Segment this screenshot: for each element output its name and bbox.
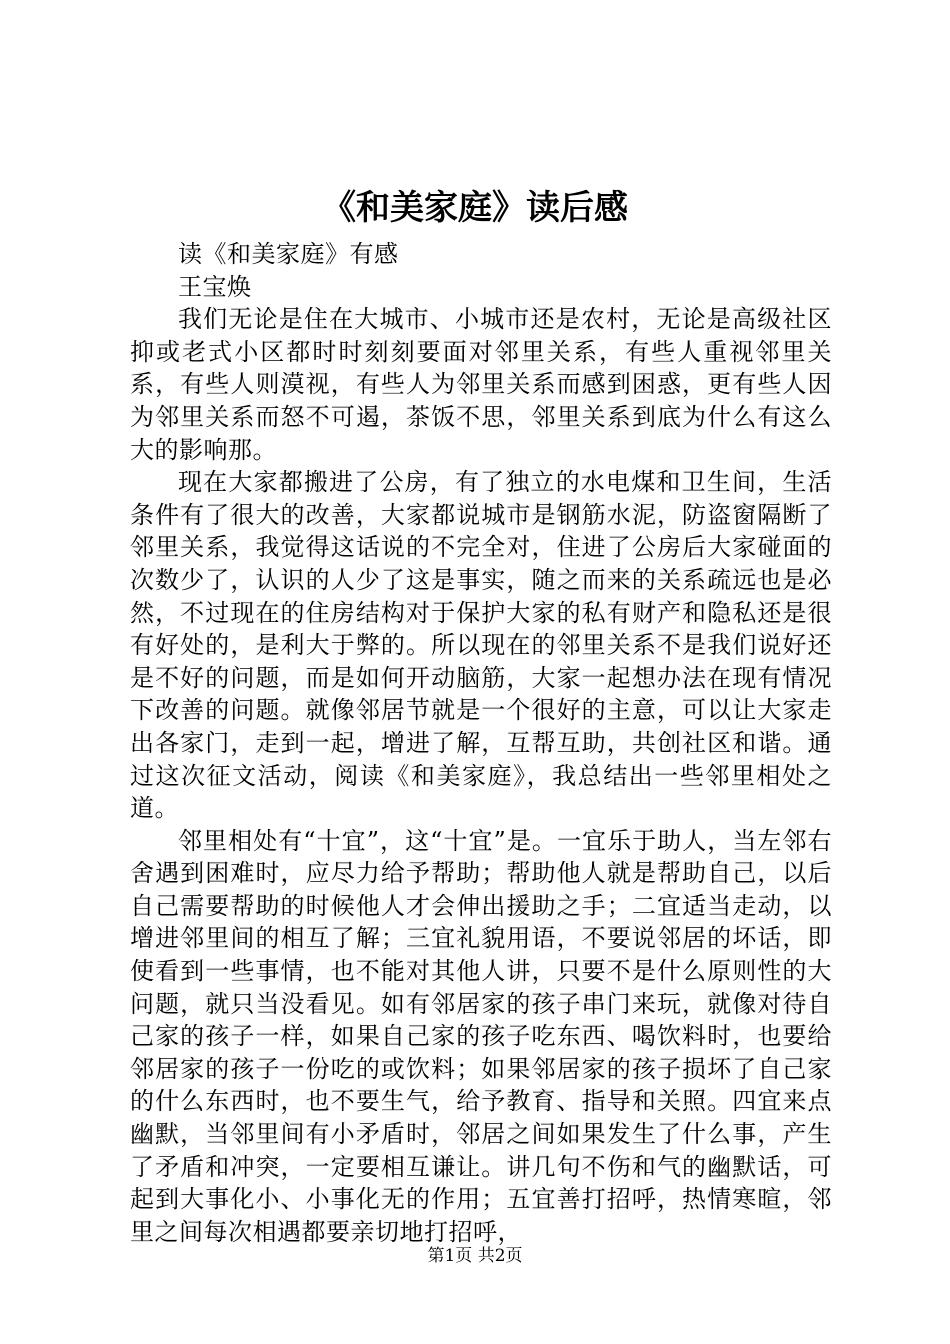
page-title: 《和美家庭》读后感 (322, 188, 628, 228)
page-number-footer: 第1页 共2页 (427, 1246, 523, 1266)
author-name: 王宝焕 (178, 272, 252, 301)
document-body (130, 238, 832, 1248)
paragraph: 我们无论是住在大城市、小城市还是农村，无论是高级社区抑或老式小区都时时刻刻要面对邻里关系，有些人重视邻里关系，有些人则漠视，有些人为邻里关系而感到困惑，更有些人因为邻里关系而怒不可遏，茶饭不思，邻里关系到底为什么有这么大的影响那。 (130, 305, 832, 464)
subtitle: 读《和美家庭》有感 (178, 240, 399, 268)
paragraph: 邻里相处有“十宜”，这“十宜”是。一宜乐于助人，当左邻右舍遇到困难时，应尽力给予帮助；帮助他人就是帮助自己，以后自己需要帮助的时候他人才会伸出援助之手；二宜适当走动，以增进邻里间的相互了解；三宜礼貌用语，不要说邻居的坏话，即使看到一些事情，也不能对其他人讲，只要不是什么原则性的大问题，就只当没看见。如有邻居家的孩子串门来玩，就像对待自己家的孩子一样，如果自己家的孩子吃东西、喝饮料时，也要给邻居家的孩子一份吃的或饮料；如果邻居家的孩子损坏了自己家的什么东西时，也不要生气，给予教育、指导和关照。四宜来点幽默，当邻里间有小矛盾时，邻居之间如果发生了什么事，产生了矛盾和冲突，一定要相互谦让。讲几句不伤和气的幽默话，可起到大事化小、小事化无的作用；五宜善打招呼，热情寒暄，邻里之间每次相遇都要亲切地打招呼， (130, 826, 832, 1246)
paragraph: 现在大家都搬进了公房，有了独立的水电煤和卫生间，生活条件有了很大的改善，大家都说城市是钢筋水泥，防盗窗隔断了邻里关系，我觉得这话说的不完全对，住进了公房后大家碰面的次数少了，认识的人少了这是事实，随之而来的关系疏远也是必然，不过现在的住房结构对于保护大家的私有财产和隐私还是很有好处的，是利大于弊的。所以现在的邻里关系不是我们说好还是不好的问题，而是如何开动脑筋，大家一起想办法在现有情况下改善的问题。就像邻居节就是一个很好的主意，可以让大家走出各家门，走到一起，增进了解，互帮互助，共创社区和谐。通过这次征文活动，阅读《和美家庭》，我总结出一些邻里相处之道。 (130, 468, 832, 823)
